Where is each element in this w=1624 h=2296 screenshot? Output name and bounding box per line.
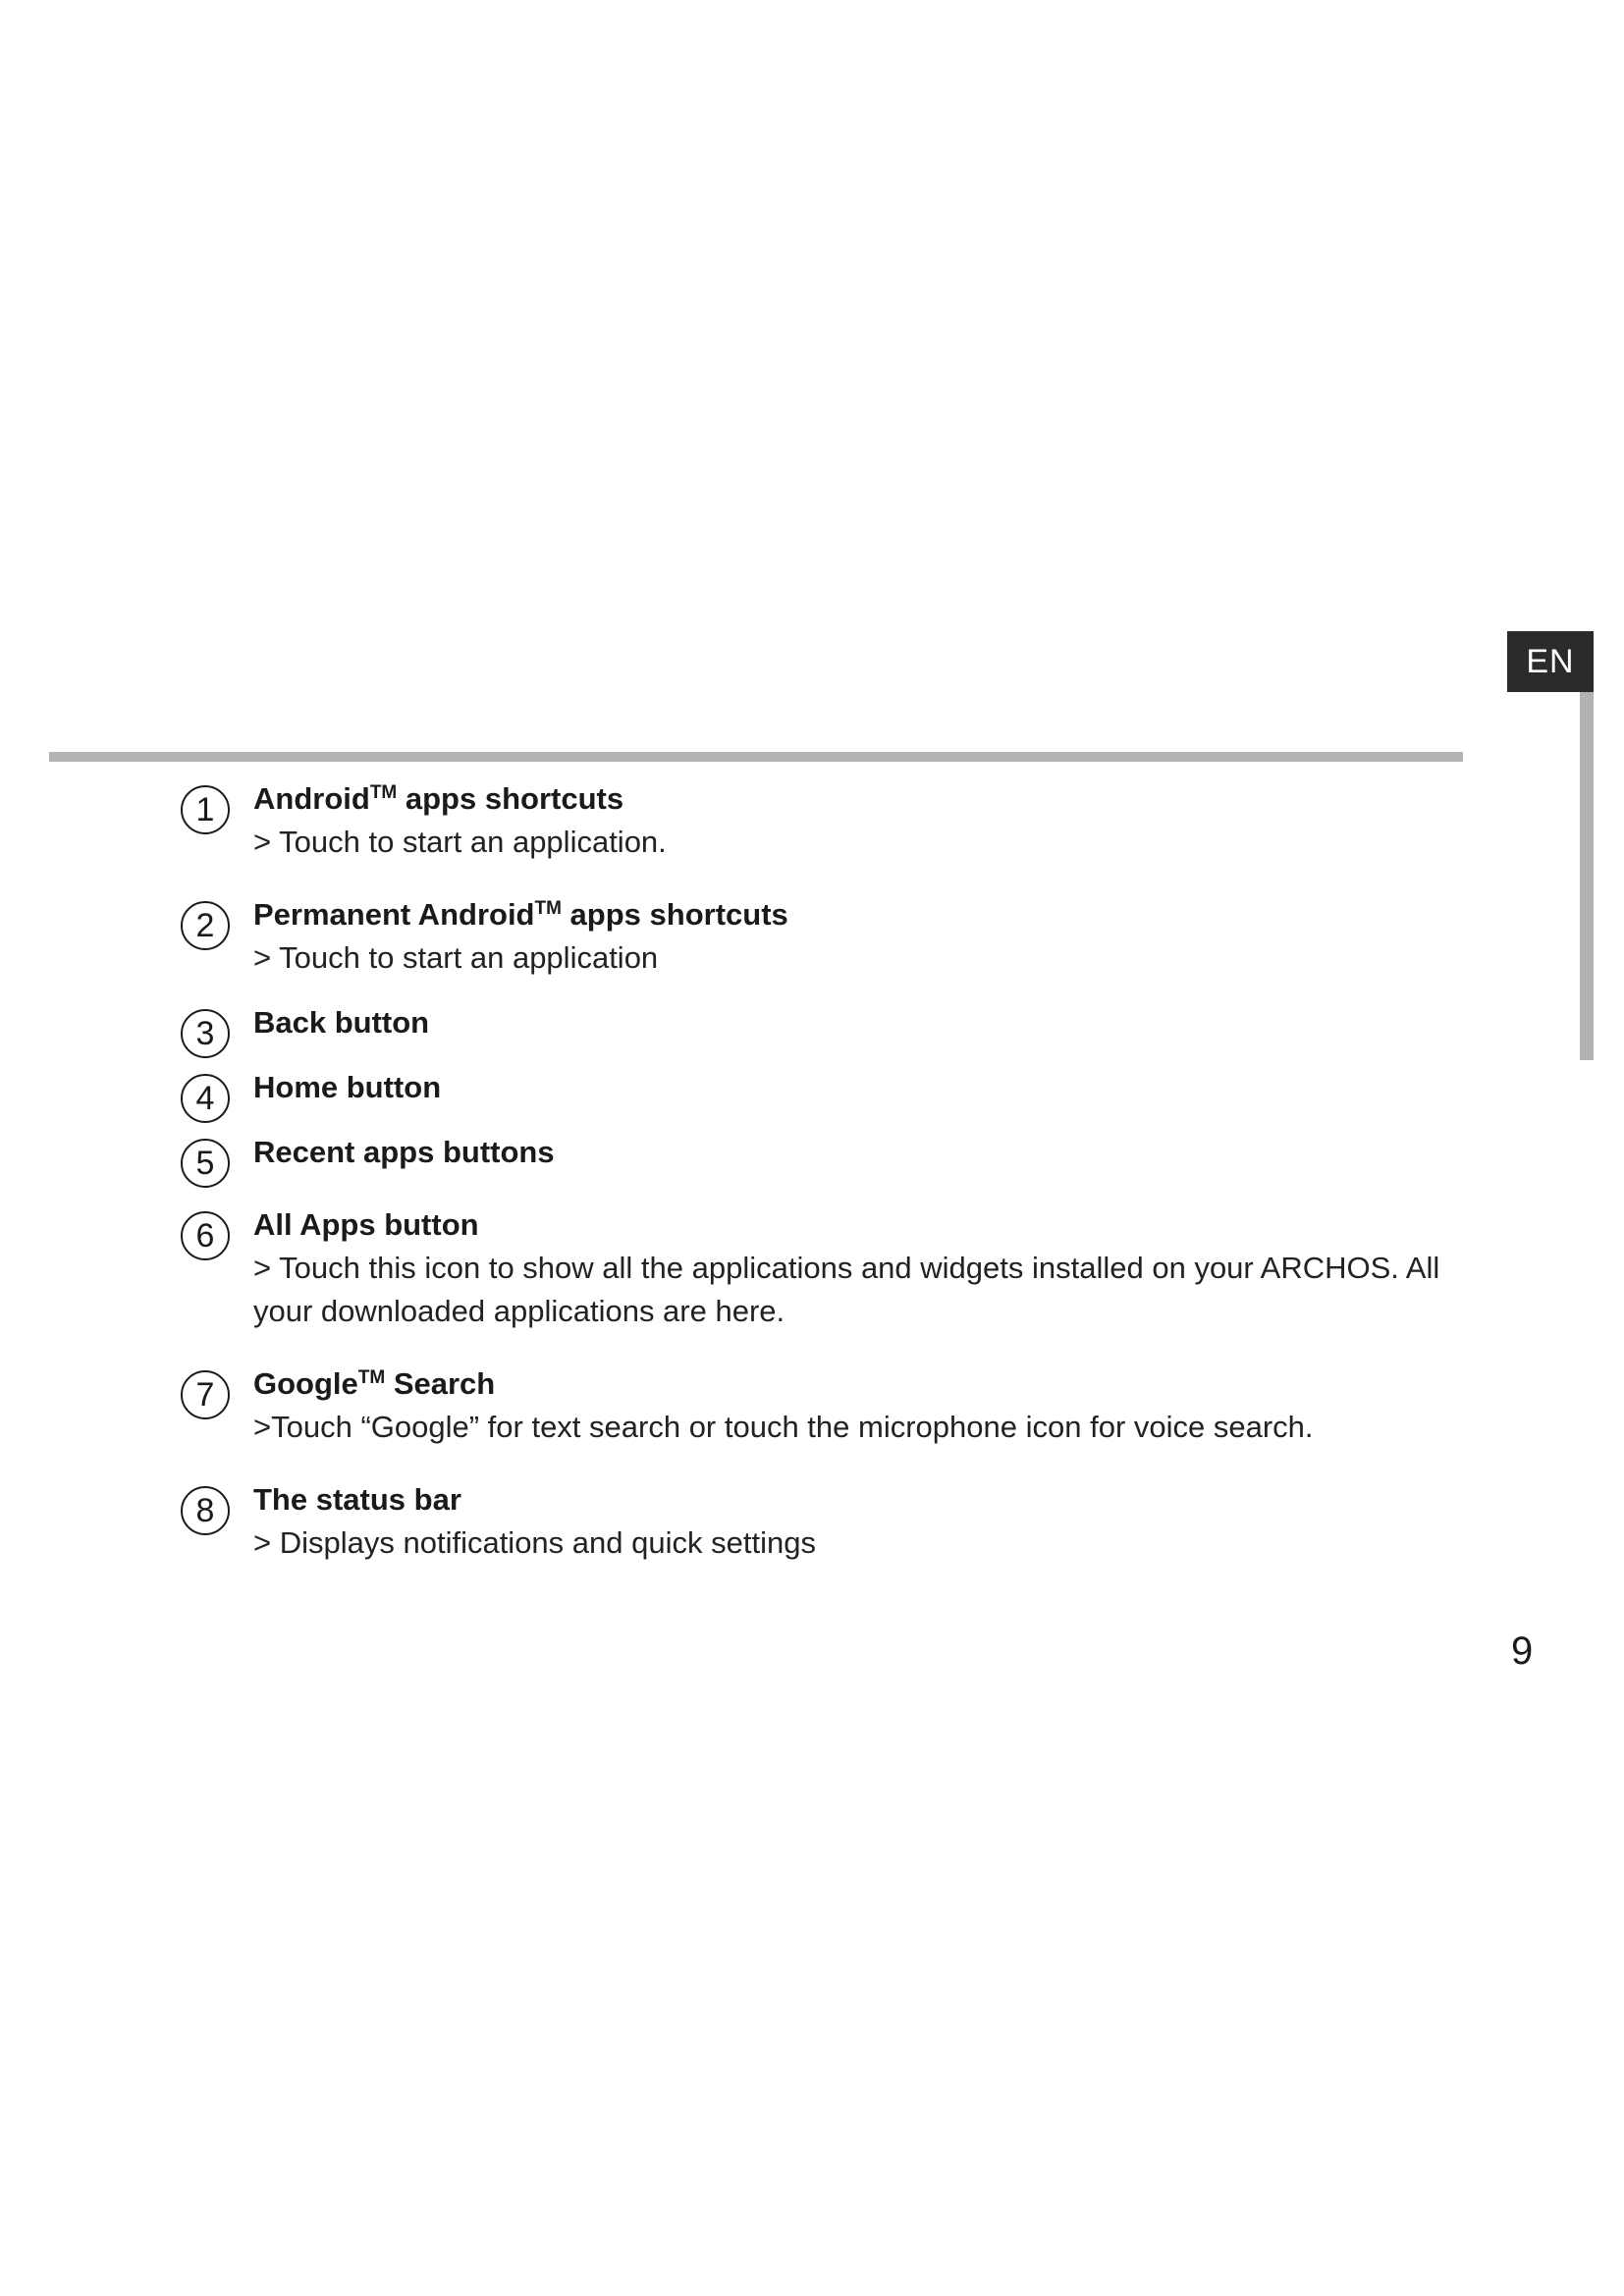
legend-item-2	[181, 893, 1467, 980]
legend-item-1	[181, 777, 1467, 864]
legend-item-7	[181, 1362, 1467, 1449]
legend-item-4	[181, 1066, 1467, 1117]
number-circle-icon: 8	[181, 1486, 230, 1535]
legend-item-3	[181, 1001, 1467, 1052]
number-circle-icon: 4	[181, 1074, 230, 1123]
item-description: > Touch this icon to show all the applications and widgets installed on your ARCHOS. All your downloaded applications are here.	[253, 1251, 1440, 1328]
number-circle-icon: 3	[181, 1009, 230, 1058]
page-number: 9	[1511, 1629, 1534, 1673]
legend-item-8	[181, 1478, 1467, 1565]
language-tab: EN	[1507, 631, 1594, 692]
item-title: Android™ apps shortcuts	[253, 781, 624, 816]
item-description: >Touch “Google” for text search or touch the microphone icon for voice search.	[253, 1410, 1314, 1444]
item-title: Home button	[253, 1070, 442, 1104]
item-description: > Touch to start an application	[253, 940, 659, 975]
number-circle-icon: 7	[181, 1370, 230, 1419]
legend-list	[181, 777, 1467, 1565]
section-divider	[49, 752, 1463, 762]
item-title: Recent apps buttons	[253, 1135, 555, 1169]
legend-item-5	[181, 1131, 1467, 1182]
item-description: > Displays notifications and quick settings	[253, 1525, 816, 1560]
number-circle-icon: 2	[181, 901, 230, 950]
item-title: All Apps button	[253, 1207, 479, 1242]
legend-item-6	[181, 1203, 1467, 1333]
number-circle-icon: 5	[181, 1139, 230, 1188]
item-title: Permanent Android™ apps shortcuts	[253, 897, 788, 932]
item-title: The status bar	[253, 1482, 461, 1517]
number-circle-icon: 1	[181, 785, 230, 834]
number-circle-icon: 6	[181, 1211, 230, 1260]
item-title: Back button	[253, 1005, 430, 1040]
side-margin-bar	[1580, 692, 1594, 1060]
item-description: > Touch to start an application.	[253, 825, 667, 859]
item-title: Google™ Search	[253, 1366, 496, 1401]
